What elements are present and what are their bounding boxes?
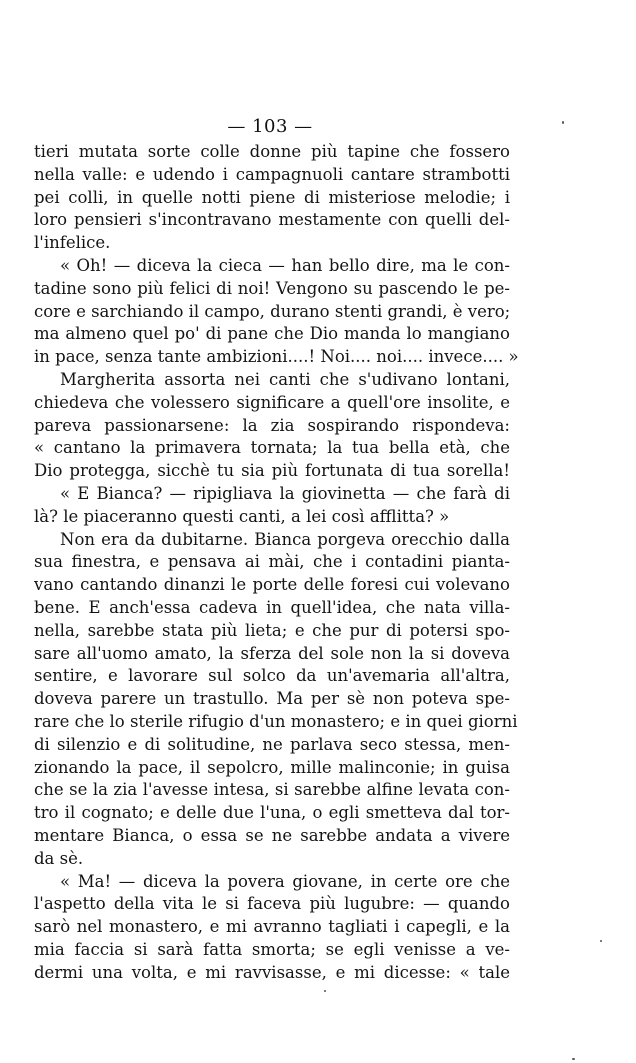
text-line: dermi una volta, e mi ravvisasse, e mi dicesse: « tale bbox=[34, 962, 510, 982]
paper-speck bbox=[562, 121, 564, 124]
text-line: mentare Bianca, o essa se ne sarebbe andata a vivere bbox=[34, 825, 510, 845]
text-line: zionando la pace, il sepolcro, mille malinconie; in guisa bbox=[34, 757, 510, 777]
text-line: che se la zia l'avesse intesa, si sarebbe alfine levata con- bbox=[34, 780, 510, 800]
text-line: tadine sono più felici di noi! Vengono su pascendo le pe- bbox=[34, 278, 510, 298]
text-line: loro pensieri s'incontravano mestamente con quelli del- bbox=[34, 210, 510, 230]
text-line: da sè. bbox=[34, 848, 84, 868]
text-line: sentire, e lavorare sul solco da un'avemaria all'altra, bbox=[34, 666, 510, 686]
text-line: là? le piaceranno questi canti, a lei così afflitta? » bbox=[34, 506, 450, 526]
text-line: tieri mutata sorte colle donne più tapine che fossero bbox=[34, 142, 510, 161]
text-line: Non era da dubitarne. Bianca porgeva orecchio dalla bbox=[60, 529, 510, 549]
text-line: core e sarchiando il campo, durano stenti grandi, è vero; bbox=[34, 301, 511, 321]
paper-speck bbox=[572, 1058, 575, 1060]
text-line: nella valle: e udendo i campagnuoli cantare strambotti bbox=[34, 164, 510, 184]
text-line: Margherita assorta nei canti che s'udivano lontani, bbox=[60, 369, 510, 389]
body-text bbox=[34, 141, 519, 984]
text-line: rare che lo sterile rifugio d'un monastero; e in quei giorni bbox=[34, 711, 518, 731]
text-line: sare all'uomo amato, la sferza del sole non la si doveva bbox=[34, 643, 510, 663]
text-line: in pace, senza tante ambizioni....! Noi.... noi.... invece.... » bbox=[34, 347, 519, 367]
text-line: sarò nel monastero, e mi avranno tagliati i capegli, e la bbox=[34, 917, 510, 937]
text-line: « cantano la primavera tornata; la tua bella età, che bbox=[34, 438, 510, 458]
text-line: sua finestra, e pensava ai mài, che i contadini pianta- bbox=[34, 552, 510, 572]
text-line: pareva passionarsene: la zia sospirando rispondeva: bbox=[34, 415, 510, 435]
page-number: — 103 — bbox=[227, 116, 313, 137]
text-line: tro il cognato; e delle due l'una, o egli smetteva dal tor- bbox=[34, 803, 510, 823]
text-line: l'infelice. bbox=[34, 233, 111, 253]
paper-speck bbox=[324, 990, 326, 992]
text-line: « E Bianca? — ripigliava la giovinetta — che farà di bbox=[60, 483, 510, 503]
text-line: mia faccia si sarà fatta smorta; se egli venisse a ve- bbox=[34, 939, 510, 959]
text-line: pei colli, in quelle notti piene di misteriose melodie; i bbox=[34, 187, 510, 207]
text-line: nella, sarebbe stata più lieta; e che pur di potersi spo- bbox=[34, 620, 510, 640]
paper-speck bbox=[600, 940, 602, 942]
text-line: ma almeno quel po' di pane che Dio manda lo mangiano bbox=[34, 324, 510, 344]
text-line: « Oh! — diceva la cieca — han bello dire, ma le con- bbox=[60, 255, 510, 275]
text-line: l'aspetto della vita le si faceva più lugubre: — quando bbox=[34, 894, 510, 914]
text-line: chiedeva che volessero significare a quell'ore insolite, e bbox=[34, 392, 510, 412]
text-line: « Ma! — diceva la povera giovane, in certe ore che bbox=[60, 871, 510, 891]
text-line: Dio protegga, sicchè tu sia più fortunata di tua sorella! bbox=[34, 461, 510, 481]
text-line: doveva parere un trastullo. Ma per sè non poteva spe- bbox=[34, 689, 510, 709]
text-line: bene. E anch'essa cadeva in quell'idea, che nata villa- bbox=[34, 597, 510, 617]
text-line: vano cantando dinanzi le porte delle foresi cui volevano bbox=[34, 575, 510, 595]
text-line: di silenzio e di solitudine, ne parlava seco stessa, men- bbox=[34, 734, 510, 754]
